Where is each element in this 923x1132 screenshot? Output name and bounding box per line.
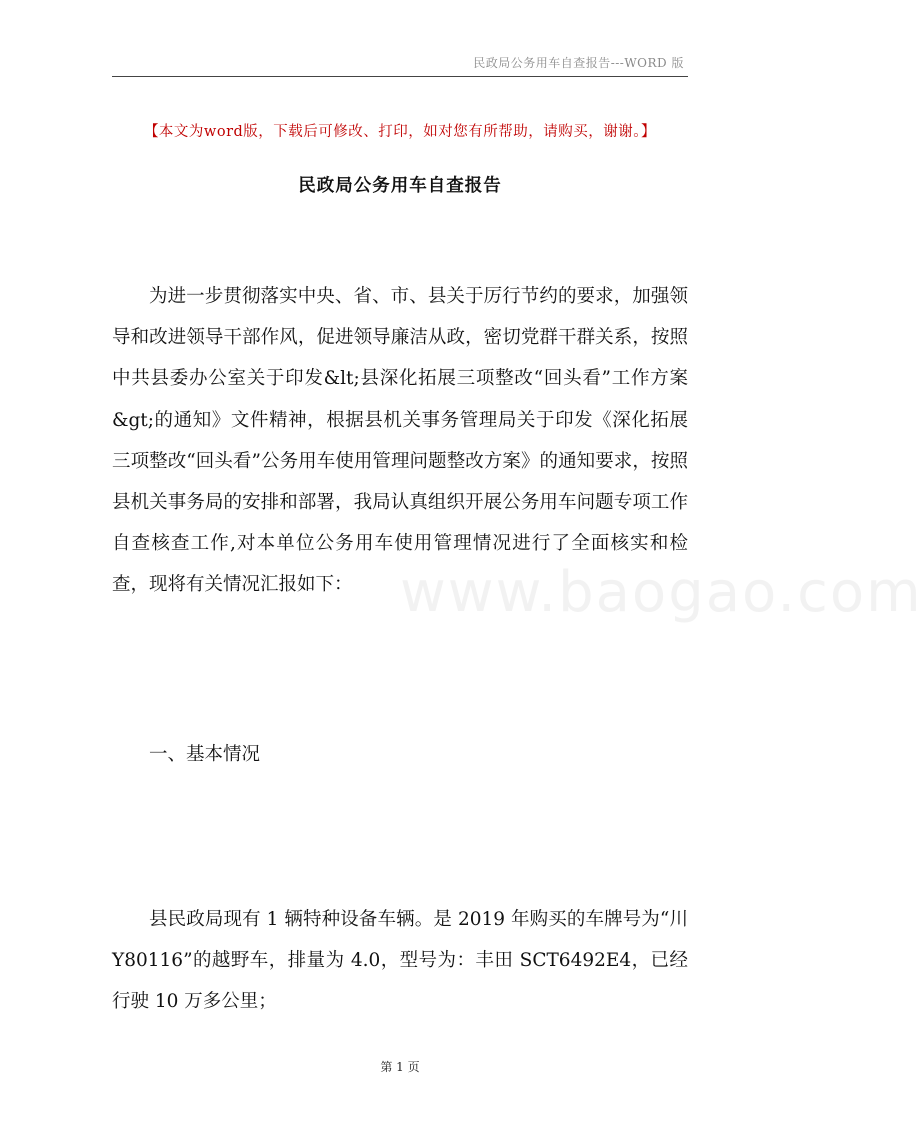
header-divider xyxy=(112,76,688,77)
basic-info-paragraph: 县民政局现有 1 辆特种设备车辆。是 2019 年购买的车牌号为“川Y80116”的越野车，排量为 4.0，型号为：丰田 SCT6492E4，已经行驶 10 万多公里； xyxy=(112,909,688,1013)
document-title: 民政局公务用车自查报告 xyxy=(298,176,502,196)
intro-paragraph: 为进一步贯彻落实中央、省、市、县关于厉行节约的要求，加强领导和改进领导干部作风，促进领导廉洁从政，密切党群干群关系，按照中共县委办公室关于印发&lt;县深化拓展三项整改“回头看”工作方案&gt;的通知》文件精神，根据县机关事务管理局关于印发《深化拓展三项整改“回头看”公务用车使用管理问题整改方案》的通知要求，按照县机关事务局的安排和部署，我局认真组织开展公务用车问题专项工作自查核查工作,对本单位公务用车使用管理情况进行了全面核实和检查，现将有关情况汇报如下： xyxy=(112,286,688,596)
page-number: 第 1 页 xyxy=(380,1060,420,1074)
section-heading-basic-info: 一、基本情况 xyxy=(149,744,261,765)
purchase-notice: 【本文为word版，下载后可修改、打印，如对您有所帮助，请购买，谢谢。】 xyxy=(143,124,657,140)
document-header-label: 民政局公务用车自查报告---WORD 版 xyxy=(473,56,684,70)
watermark: www.baogao.com xyxy=(400,560,923,625)
